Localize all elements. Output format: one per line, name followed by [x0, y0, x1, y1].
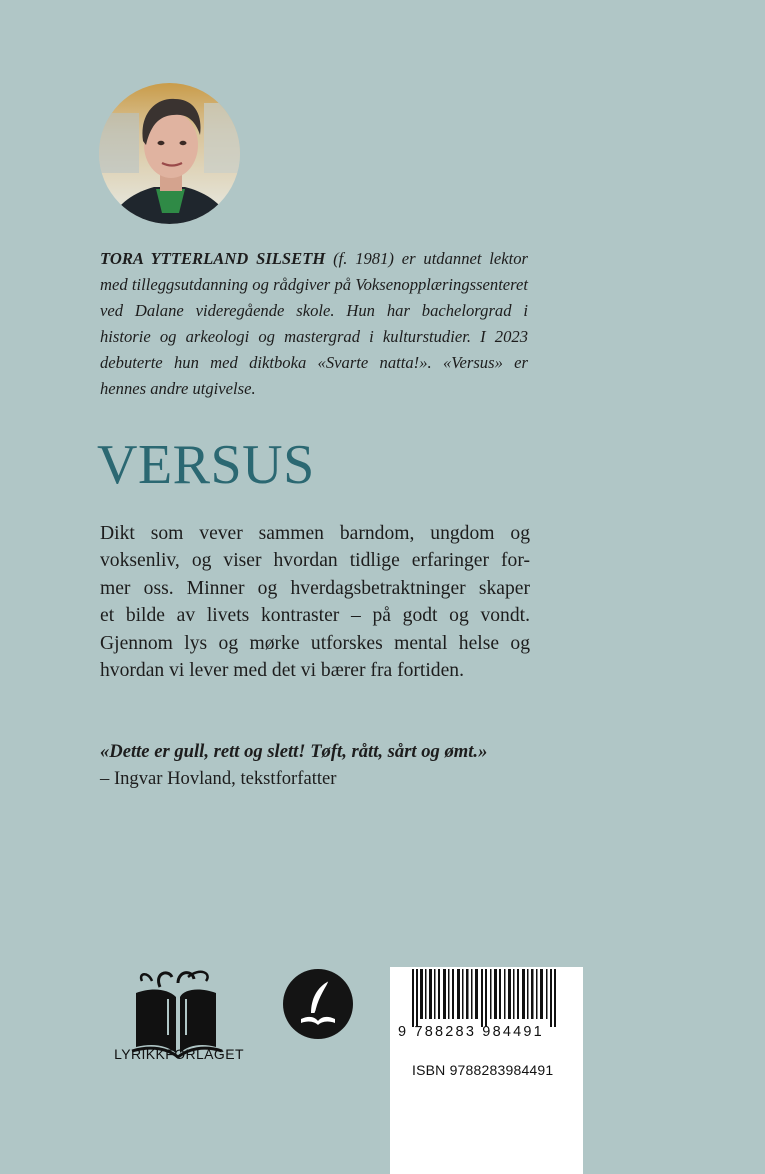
blurb-line: mer oss. Minner og hverdagsbetraktninger skaper: [100, 577, 530, 599]
isbn-label: ISBN 9788283984491: [412, 1062, 554, 1078]
author-portrait: [99, 83, 240, 224]
book-blurb: [100, 520, 530, 684]
barcode-bars: [410, 969, 568, 1029]
blurb-line: hvordan vi lever med det vi bærer fra fortiden.: [100, 660, 464, 682]
blurb-line: Dikt som vever sammen barndom, ungdom og: [100, 523, 530, 544]
blurb-line: Gjennom lys og mørke utforskes mental helse og: [100, 632, 530, 654]
barcode-digits: 9 788283 984491: [398, 1024, 544, 1040]
quill-book-icon: [283, 969, 353, 1039]
quote-text: «Dette er gull, rett og slett! Tøft, rått, sårt og ømt.»: [100, 741, 488, 762]
quote-attribution: – Ingvar Hovland, tekstforfatter: [100, 768, 337, 789]
author-name: TORA YTTERLAND SILSETH: [100, 249, 326, 268]
blurb-line: et bilde av livets kontraster – på godt og vondt.: [100, 605, 530, 627]
blurb-line: voksenliv, og viser hvordan tidlige erfaringer for-: [100, 550, 530, 572]
author-bio: [100, 246, 528, 402]
author-bio-text: (f. 1981) er utdannet lektor med tilleggsutdanning og rådgiver på Voksenopplæringssenteret ved Dalane videregående skole. Hun har bachelorgrad i historie og arkeologi og mastergrad i kulturstudier. I 2023 debuterte hun med diktboka «Svarte natta!». «Versus» er hennes andre utgivelse.: [100, 249, 529, 398]
publisher-name: LYRIKKFORLAGET: [114, 1046, 244, 1062]
barcode: [390, 967, 583, 1174]
book-title: VERSUS: [97, 434, 315, 496]
review-quote: [100, 738, 560, 792]
